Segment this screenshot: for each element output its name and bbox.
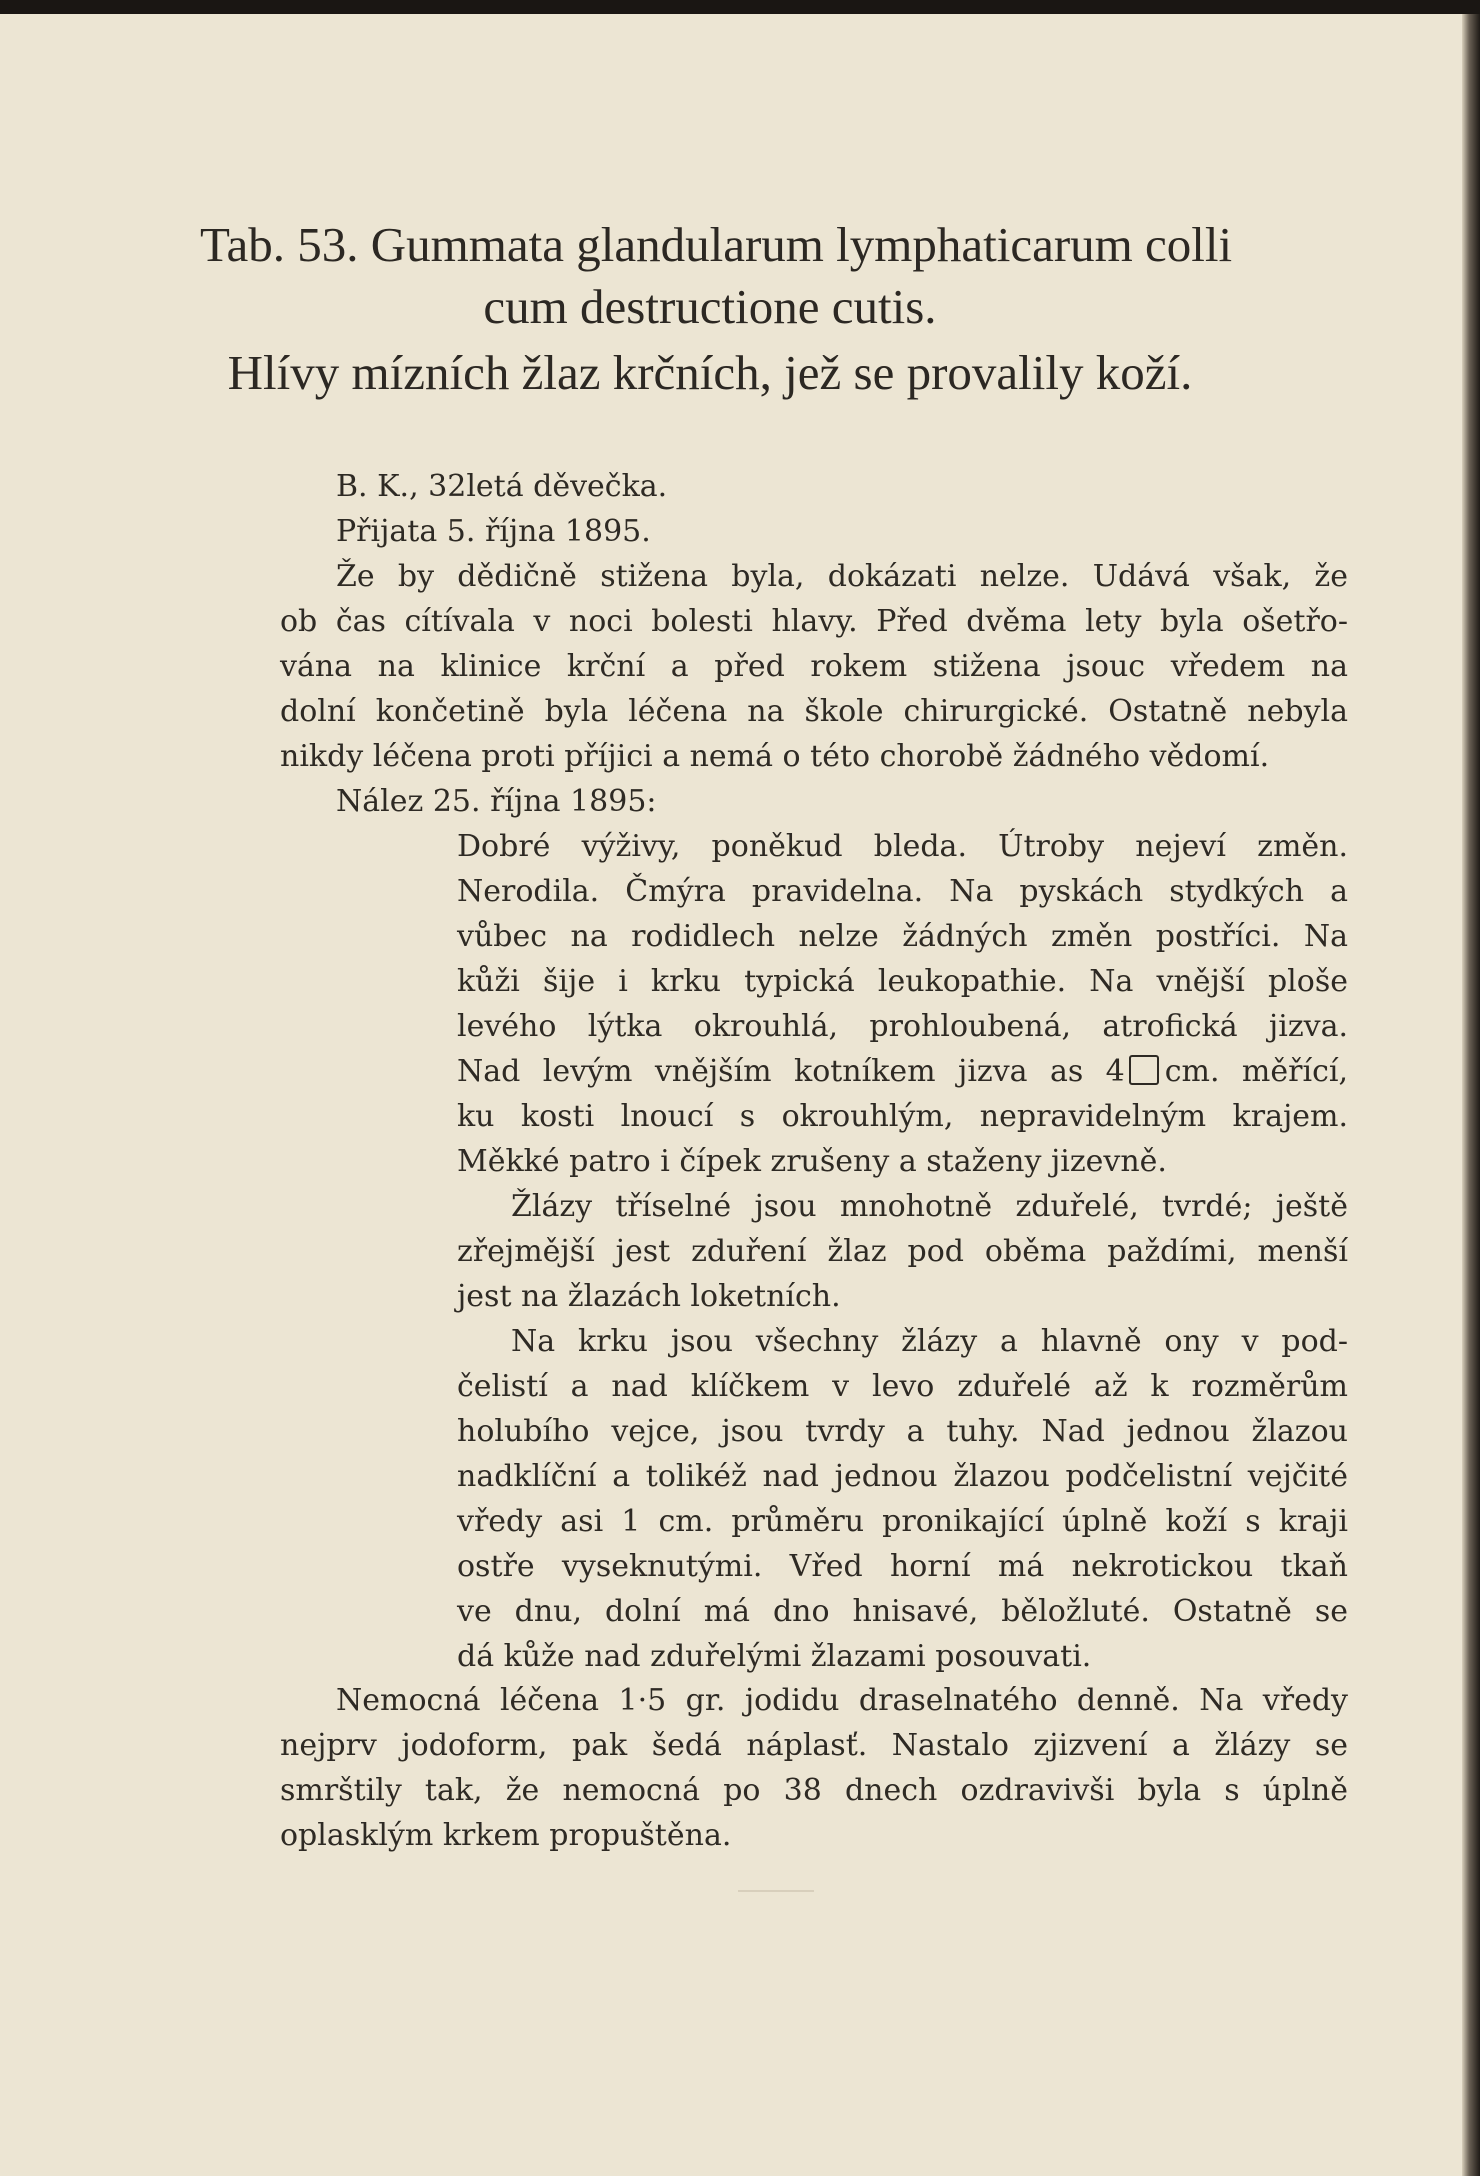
- case-history: [280, 464, 1348, 824]
- history-line: ob čas cítívala v noci bolesti hlavy. Před dvěma lety byla ošetřo-: [280, 604, 1348, 639]
- finding-line: ve dnu, dolní má dno hnisavé, běložluté. Ostatně se: [457, 1594, 1348, 1629]
- title-latin-line-1: Tab. 53. Gummata glandularum lymphaticarum colli: [200, 217, 1233, 272]
- finding-line: holubího vejce, jsou tvrdy a tuhy. Nad jednou žlazou: [457, 1414, 1348, 1449]
- finding-line: Žlázy tříselné jsou mnohotně zduřelé, tvrdé; ještě: [511, 1189, 1348, 1224]
- page-title: [200, 214, 1233, 404]
- therapy-line: smrštily tak, že nemocná po 38 dnech ozdravivši byla s úplně: [280, 1773, 1348, 1808]
- page-edge: [1462, 14, 1480, 2176]
- finding-line: kůži šije i krku typická leukopathie. Na vnější ploše: [457, 964, 1348, 999]
- finding-line: ostře vyseknutými. Vřed horní má nekrotickou tkaň: [457, 1549, 1348, 1584]
- book-page: [0, 14, 1462, 2176]
- finding-line-measure: [457, 1049, 1348, 1094]
- finding-line: Dobré výživy, poněkud bleda. Útroby nejeví změn.: [457, 829, 1348, 864]
- finding-line: Měkké patro i čípek zrušeny a staženy jizevně.: [457, 1144, 1167, 1179]
- therapy-line: Nemocná léčena 1·5 gr. jodidu draselnatého denně. Na vředy: [336, 1683, 1348, 1718]
- square-symbol-icon: [1129, 1055, 1159, 1085]
- finding-line: Nerodila. Čmýra pravidelna. Na pyskách stydkých a: [457, 874, 1348, 909]
- finding-line: zřejmější jest zduření žlaz pod oběma paždími, menší: [457, 1234, 1348, 1269]
- history-line: nikdy léčena proti příjici a nemá o této chorobě žádného vědomí.: [280, 739, 1270, 774]
- title-latin-line-2: cum destructione cutis.: [483, 279, 937, 334]
- finding-line: dá kůže nad zduřelými žlazami posouvati.: [457, 1639, 1092, 1674]
- finding-line: nadklíční a tolikéž nad jednou žlazou podčelistní vejčité: [457, 1459, 1348, 1494]
- finding-line: čelistí a nad klíčkem v levo zduřelé až k rozměrům: [457, 1369, 1348, 1404]
- admission-line: Přijata 5. října 1895.: [336, 514, 651, 549]
- measure-text-after: cm. měřící,: [1164, 1054, 1348, 1089]
- findings-block: [457, 824, 1348, 1679]
- finding-line: vůbec na rodidlech nelze žádných změn postříci. Na: [457, 919, 1348, 954]
- finding-line: ku kosti lnoucí s okrouhlým, nepravidelným krajem.: [457, 1099, 1348, 1134]
- measure-text-before: Nad levým vnějším kotníkem jizva as 4: [457, 1054, 1125, 1089]
- title-czech: Hlívy mízních žlaz krčních, jež se provalily koží.: [227, 345, 1193, 400]
- history-line: Že by dědičně stižena byla, dokázati nelze. Udává však, že: [336, 559, 1348, 594]
- history-line: dolní končetině byla léčena na škole chirurgické. Ostatně nebyla: [280, 694, 1348, 729]
- end-rule: [738, 1890, 814, 1892]
- finding-line: Na krku jsou všechny žlázy a hlavně ony v pod-: [511, 1324, 1348, 1359]
- therapy-line: oplasklým krkem propuštěna.: [280, 1818, 732, 1853]
- therapy-paragraph: [280, 1678, 1348, 1858]
- finding-line: jest na žlazách loketních.: [457, 1279, 841, 1314]
- therapy-line: nejprv jodoform, pak šedá náplasť. Nastalo zjizvení a žlázy se: [280, 1728, 1348, 1763]
- finding-line: vředy asi 1 cm. průměru pronikající úplně koží s kraji: [457, 1504, 1348, 1539]
- patient-line: B. K., 32letá děvečka.: [336, 469, 668, 504]
- finding-label: Nález 25. října 1895:: [336, 784, 657, 819]
- history-line: vána na klinice krční a před rokem stižena jsouc vředem na: [280, 649, 1348, 684]
- finding-line: levého lýtka okrouhlá, prohloubená, atrofická jizva.: [457, 1009, 1348, 1044]
